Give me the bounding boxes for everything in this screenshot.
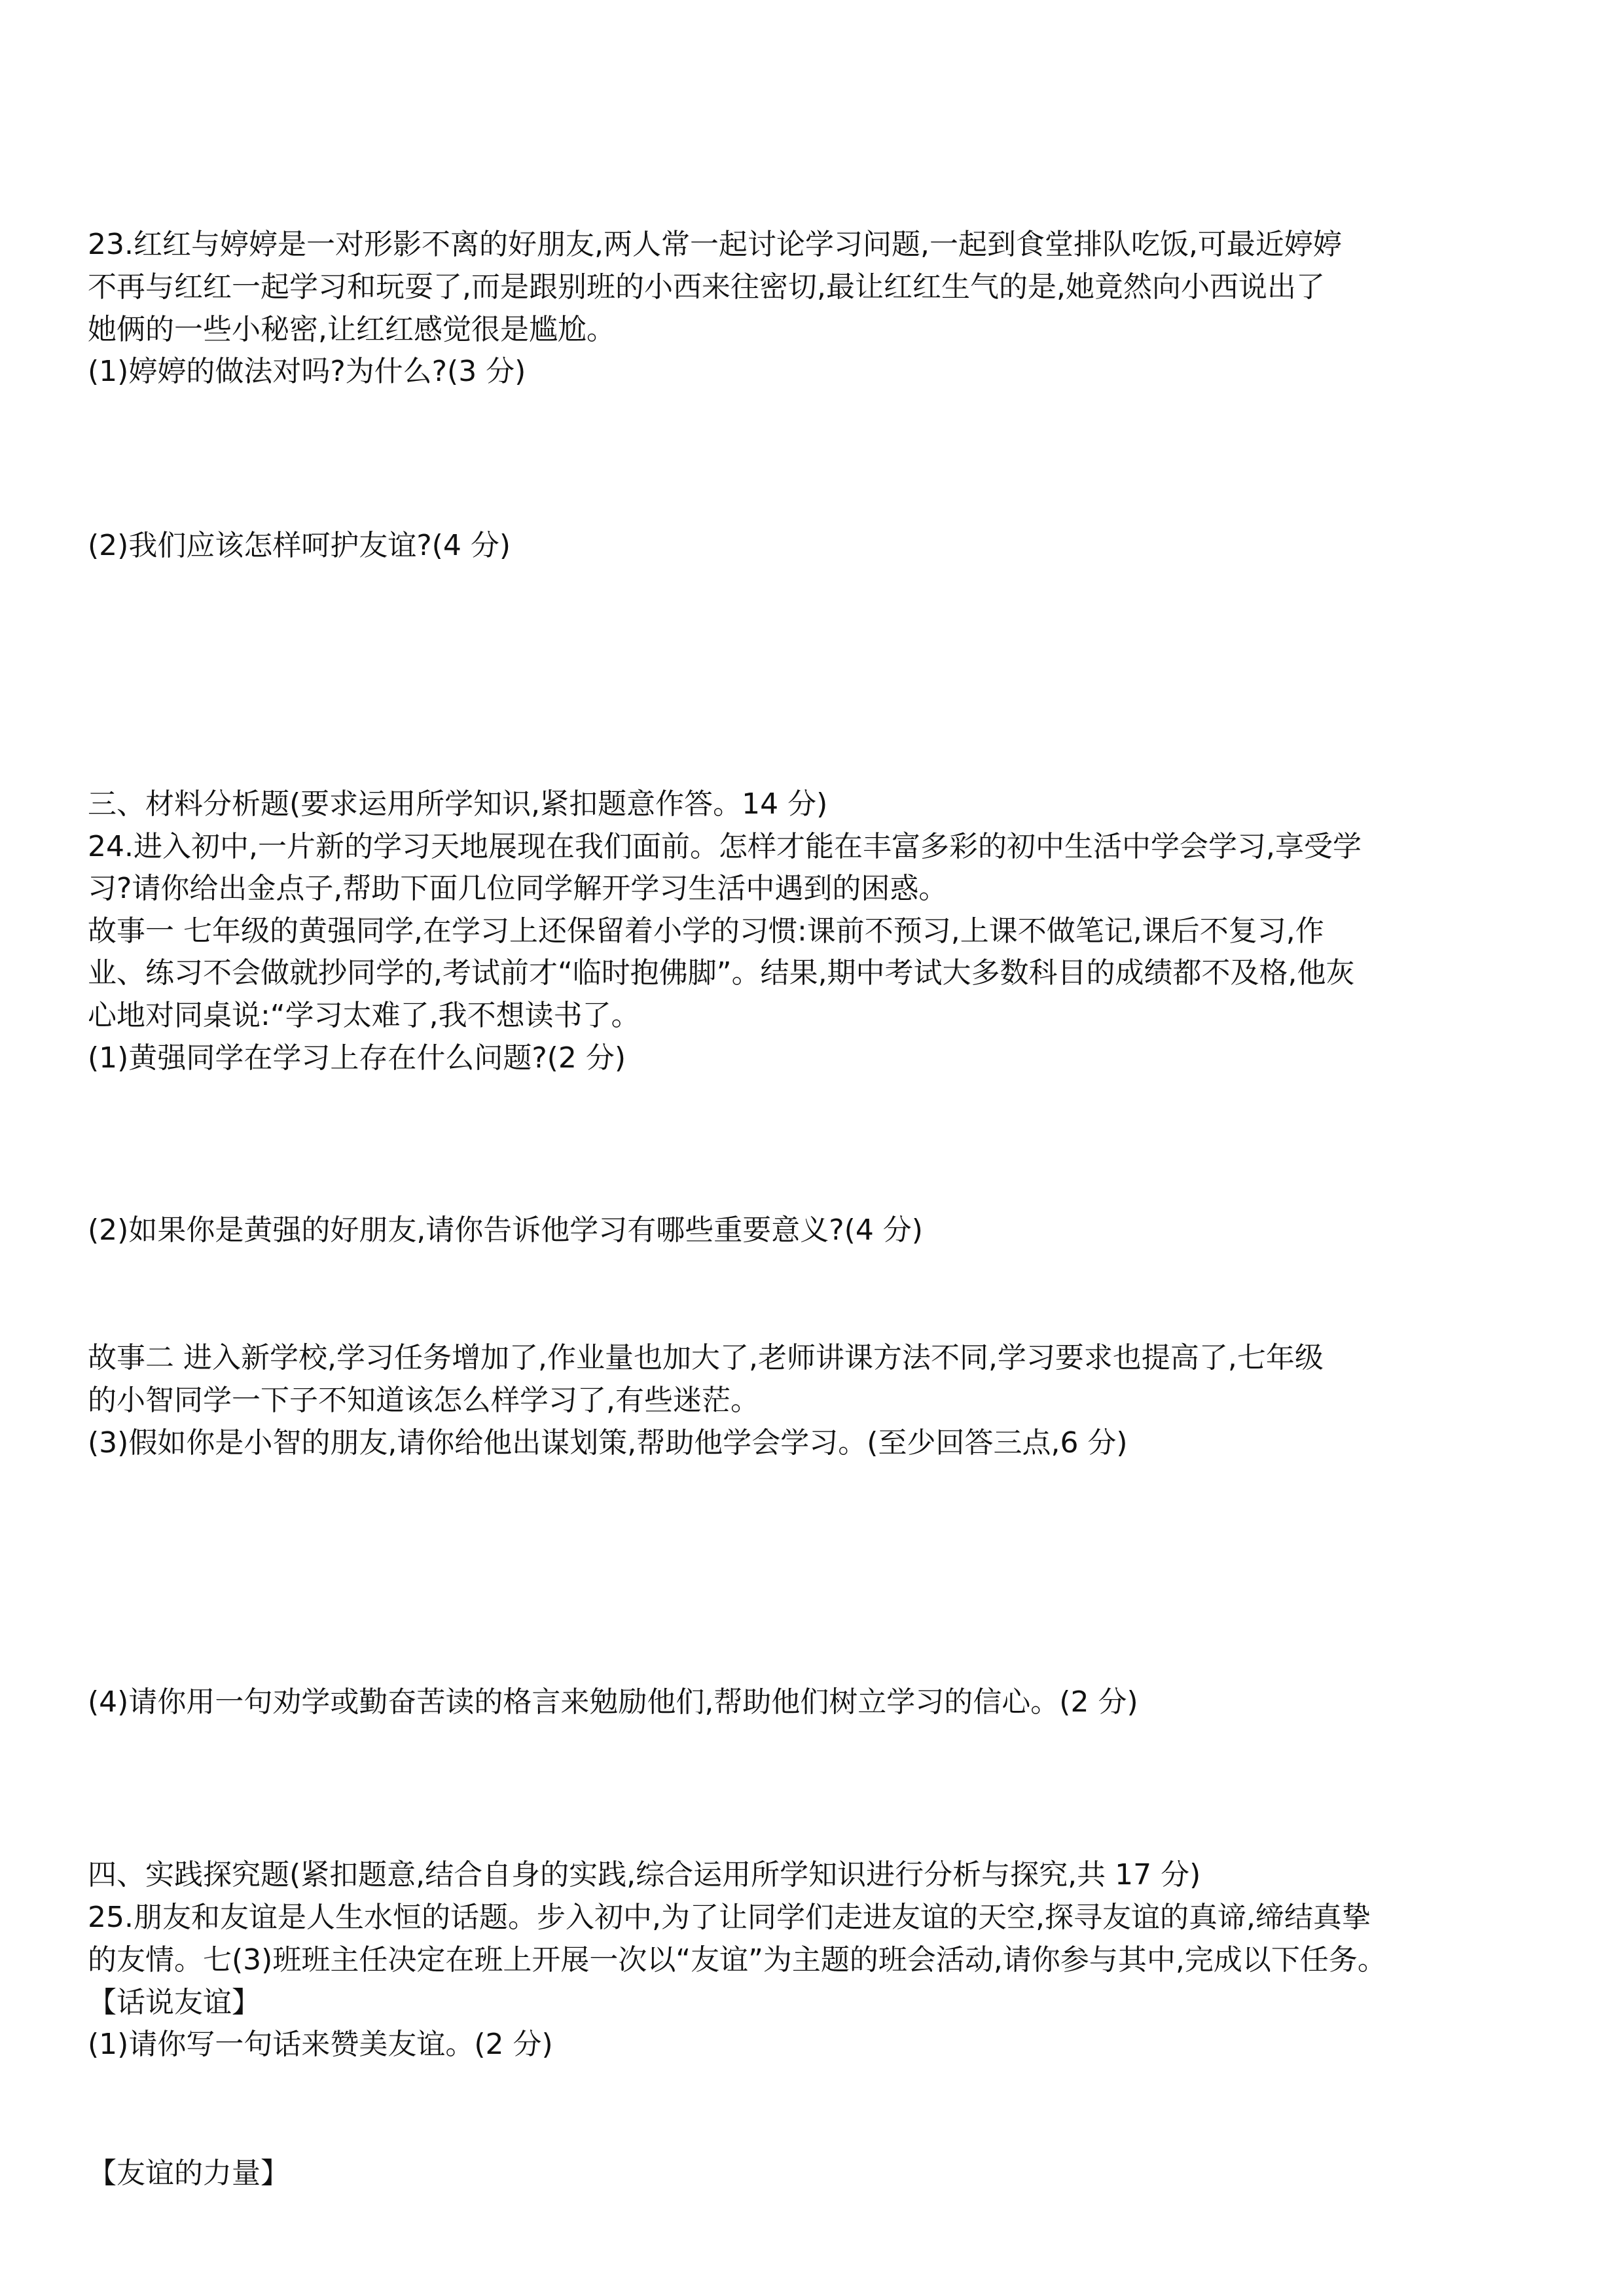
- q24-line-2: 习?请你给出金点子,帮助下面几位同学解开学习生活中遇到的困惑。: [88, 872, 948, 905]
- q23-line-3: 她俩的一些小秘密,让红红感觉很是尴尬。: [88, 313, 615, 346]
- q24-sub-question-4: (4)请你用一句劝学或勤奋苦读的格言来勉励他们,帮助他们树立学习的信心。(2 分): [88, 1685, 1138, 1719]
- q23-line-1: 23.红红与婷婷是一对形影不离的好朋友,两人常一起讨论学习问题,一起到食堂排队吃饭,可最近婷婷: [88, 228, 1342, 261]
- q23-sub-question-2: (2)我们应该怎样呵护友谊?(4 分): [88, 529, 511, 562]
- q24-line-1: 24.进入初中,一片新的学习天地展现在我们面前。怎样才能在丰富多彩的初中生活中学会学习,享受学: [88, 830, 1362, 863]
- q23-sub-question-1: (1)婷婷的做法对吗?为什么?(3 分): [88, 355, 526, 388]
- story1-line-1: 故事一 七年级的黄强同学,在学习上还保留着小学的习惯:课前不预习,上课不做笔记,课后不复习,作: [88, 914, 1324, 948]
- q24-sub-question-3: (3)假如你是小智的朋友,请你给他出谋划策,帮助他学会学习。(至少回答三点,6 分): [88, 1426, 1128, 1460]
- q25-line-1: 25.朋友和友谊是人生水恒的话题。步入初中,为了让同学们走进友谊的天空,探寻友谊的真谛,缔结真挚: [88, 1901, 1371, 1934]
- story1-line-2: 业、练习不会做就抄同学的,考试前才“临时抱佛脚”。结果,期中考试大多数科目的成绩都不及格,他灰: [88, 956, 1355, 990]
- q23-line-2: 不再与红红一起学习和玩耍了,而是跟别班的小西来往密切,最让红红生气的是,她竟然向小西说出了: [88, 270, 1325, 304]
- q25-sub-question-1: (1)请你写一句话来赞美友谊。(2 分): [88, 2028, 553, 2061]
- q24-sub-question-1: (1)黄强同学在学习上存在什么问题?(2 分): [88, 1041, 626, 1075]
- section-4-heading: 四、实践探究题(紧扣题意,结合自身的实践,综合运用所学知识进行分析与探究,共 17 分): [88, 1858, 1201, 1892]
- q25-tag-friendship-power: 【友谊的力量】: [88, 2157, 289, 2190]
- story1-line-3: 心地对同桌说:“学习太难了,我不想读书了。: [88, 999, 640, 1032]
- story2-line-1: 故事二 进入新学校,学习任务增加了,作业量也加大了,老师讲课方法不同,学习要求也提高了,七年级: [88, 1341, 1324, 1374]
- q24-sub-question-2: (2)如果你是黄强的好朋友,请你告诉他学习有哪些重要意义?(4 分): [88, 1213, 923, 1247]
- section-3-heading: 三、材料分析题(要求运用所学知识,紧扣题意作答。14 分): [88, 787, 828, 821]
- q25-tag-friendship-talk: 【话说友谊】: [88, 1986, 261, 2019]
- story2-line-2: 的小智同学一下子不知道该怎么样学习了,有些迷茫。: [88, 1384, 759, 1417]
- q25-line-2: 的友情。七(3)班班主任决定在班上开展一次以“友谊”为主题的班会活动,请你参与其中,完成以下任务。: [88, 1943, 1386, 1977]
